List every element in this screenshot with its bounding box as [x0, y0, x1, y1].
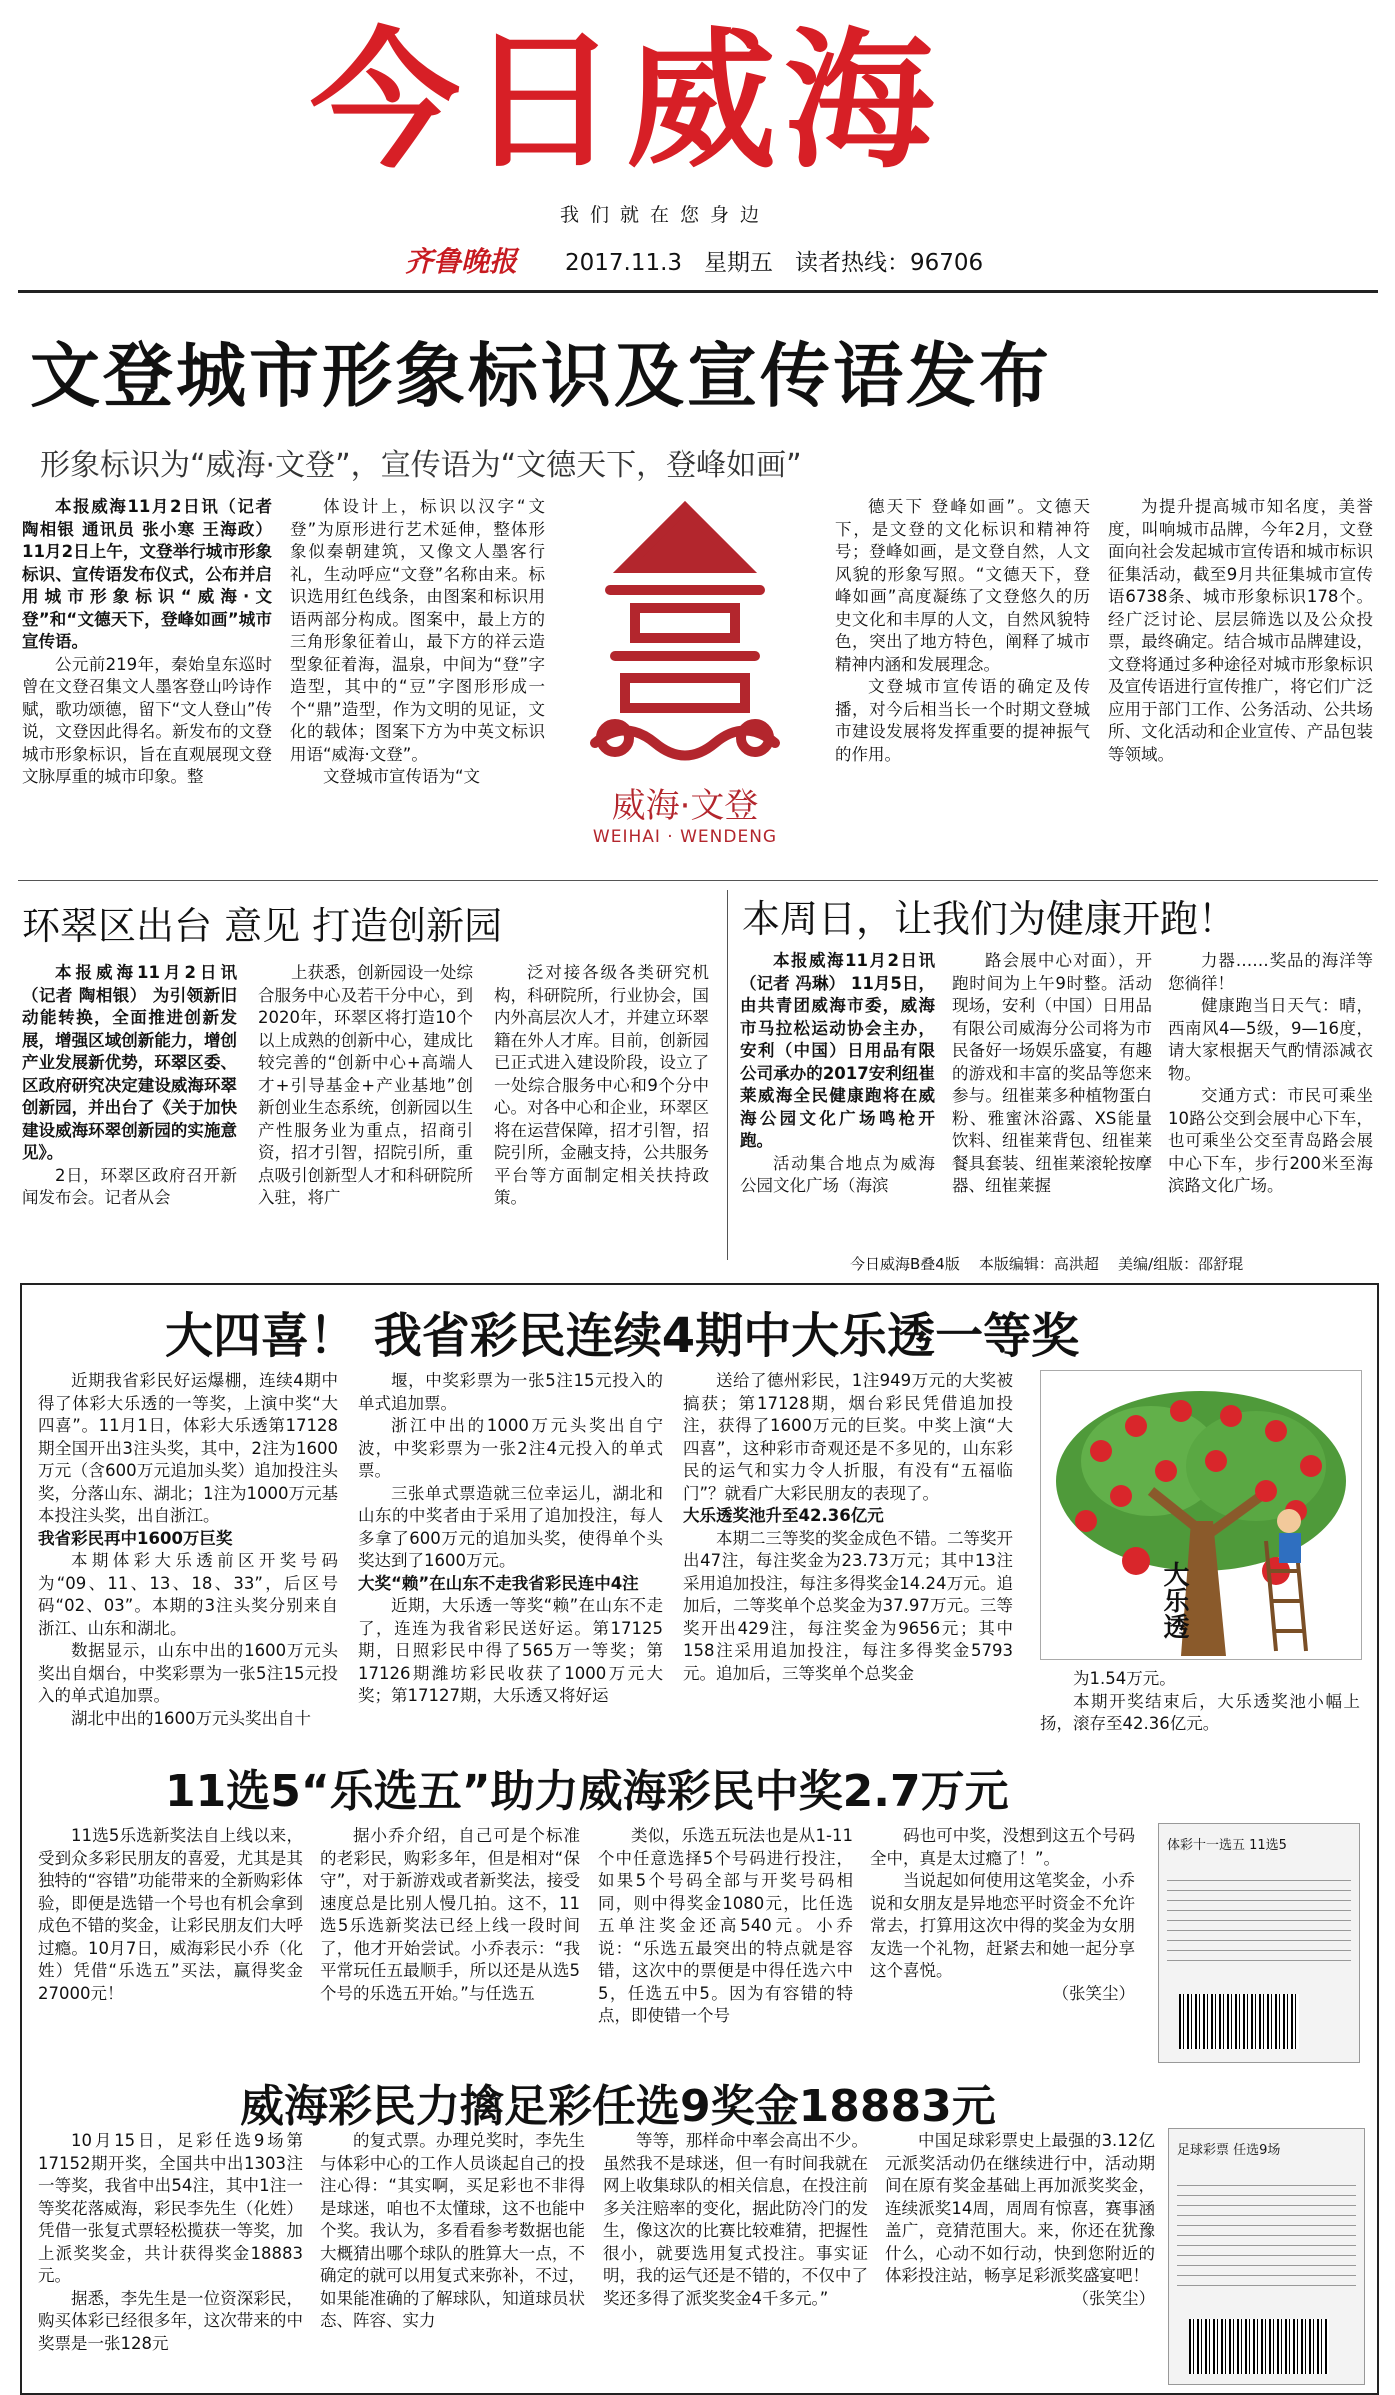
lottery1-para: 本期开奖结束后，大乐透奖池小幅上扬，滚存至42.36亿元。 — [1040, 1691, 1360, 1733]
lottery1-para: 湖北中出的1600万元头奖出自十 — [71, 1708, 311, 1728]
lottery1-col3 — [683, 1370, 1013, 1740]
lottery2-col2 — [320, 1825, 580, 2065]
tree-label: 大乐透 — [1159, 1561, 1189, 1639]
lottery2-col3 — [598, 1825, 853, 2065]
article1-lead: 本报威海11月2日讯（记者 陶相银 通讯员 张小寒 王海政） 11月2日上午，文登举行城市形象标识、宣传语发布仪式，公布并启用城市形象标识“威海·文登”和“文德天下，登峰如画”城市宣传语。 — [22, 497, 272, 651]
article2-col1 — [22, 962, 237, 1262]
article3-lead: 本报威海11月2日讯（记者 冯琳） 11月5日，由共青团威海市委，威海市马拉松运动协会主办，安利（中国）日用品有限公司承办的2017安利纽崔莱威海全民健康跑将在威海公园文化广场鸣枪开跑。 — [740, 951, 935, 1150]
article3-para: 力器……奖品的海洋等您徜徉！ — [1168, 951, 1373, 993]
article1-para: 体设计上，标识以汉字“文登”为原形进行艺术延伸，整体形象似秦朝建筑，又像文人墨客行礼，生动呼应“文登”名称由来。标识选用红色线条，由图案和标识用语两部分构成。图案中，最上方的三角形象征着山，最下方的祥云造型象征着海，温泉，中间为“登”字造型，其中的“豆”字图形形成一个“鼎”造型，作为文明的见证，文化的载体；图案下方为中英文标识用语“威海·文登”。 — [290, 497, 545, 764]
article1-para: 德天下 登峰如画”。文德天下，是文登的文化标识和精神符号；登峰如画，是文登自然，人文风貌的形象写照。“文德天下，登峰如画”高度凝练了文登悠久的历史文化和丰厚的人文，自然风貌特色，突出了地方特色，阐释了城市精神内涵和发展理念。 — [835, 497, 1090, 674]
masthead-rule — [18, 290, 1378, 293]
column-divider — [727, 890, 728, 1260]
lottery3-col2 — [320, 2130, 585, 2380]
article3-para: 交通方式：市民可乘坐10路公交到会展中心下车，也可乘坐公交至青岛路会展中心下车，步行200米至海滨路文化广场。 — [1168, 1086, 1373, 1195]
article3-col1 — [740, 950, 935, 1240]
article3-col2 — [952, 950, 1152, 1240]
lottery1-para: 本期体彩大乐透前区开奖号码为“09、11、13、18、33”，后区号码“02、03”。本期的3注头奖分别来自浙江、山东和湖北。 — [38, 1551, 338, 1638]
article2-col2 — [258, 962, 473, 1262]
article1-subheadline: 形象标识为“威海·文登”，宣传语为“文德天下，登峰如画” — [40, 448, 802, 483]
lottery2-para: 11选5乐选新奖法自上线以来，受到众多彩民朋友的喜爱，尤其是其独特的“容错”功能带来的全新购彩体验，即便是选错一个号也有机会拿到成色不错的奖金，让彩民朋友们大呼过瘾。10月7日，威海彩民小乔（化姓）凭借“乐选五”买法，赢得奖金27000元！ — [38, 1826, 303, 2003]
page-designer: 美编/组版：邵舒琨 — [1118, 1255, 1244, 1273]
article2-para: 上获悉，创新园设一处综合服务中心及若干分中心，到2020年，环翠区将打造10个以上成熟的创新中心，建成比较完善的“创新中心+高端人才+引导基金+产业基地”创新创业生态系统，创新园以生产性服务业为重点，招商引资，招才引智，招院引所，重点吸引创新型人才和科研院所入驻，将广 — [258, 963, 473, 1207]
lottery-tree-illustration — [1040, 1370, 1362, 1660]
section-divider — [18, 880, 1378, 881]
lottery2-author: （张笑尘） — [1052, 1983, 1135, 2003]
ticket-header: 体彩十一选五 11选5 — [1167, 1838, 1287, 1853]
dateline — [565, 244, 983, 277]
lottery1-para: 近期我省彩民好运爆棚，连续4期中得了体彩大乐透的一等奖，上演中奖“大四喜”。11月1日，体彩大乐透第17128期全国开出3注头奖，其中，2注为1600万元（含600万元追加头奖）追加投注头奖，分落山东、湖北；1注为1000万元基本投注头奖，出自浙江。 — [38, 1371, 338, 1525]
article2-headline: 环翠区出台 意见 打造创新园 — [22, 904, 503, 948]
lottery2-col4 — [870, 1825, 1135, 2065]
lottery1-subhead: 我省彩民再中1600万巨奖 — [38, 1528, 233, 1548]
lottery1-subhead: 大奖“赖”在山东不走我省彩民连中4注 — [358, 1573, 639, 1593]
newspaper-brand: 齐鲁晚报 — [405, 245, 518, 278]
article2-col3 — [494, 962, 709, 1262]
wendeng-emblem-icon — [555, 498, 815, 768]
masthead-title: 今日威海 — [310, 15, 943, 189]
lottery1-para: 浙江中出的1000万元头奖出自宁波，中奖彩票为一张2注4元投入的单式票。 — [358, 1416, 663, 1480]
lottery1-para: 近期，大乐透一等奖“赖”在山东不走了，连连为我省彩民送好运。第17125期，日照彩民中得了565万一等奖；第17126期潍坊彩民收获了1000万元大奖；第17127期，大乐透又将好运 — [358, 1596, 663, 1705]
page-label: 今日威海B叠4版 — [850, 1255, 960, 1273]
article1-col1 — [22, 496, 272, 861]
lottery3-col3 — [603, 2130, 868, 2380]
lottery1-para: 为1.54万元。 — [1073, 1669, 1176, 1688]
lottery1-col2 — [358, 1370, 663, 1740]
lottery1-headline: 大四喜！ 我省彩民连续4期中大乐透一等奖 — [165, 1308, 1080, 1364]
ticket-lines — [1177, 2176, 1356, 2286]
article3-para: 路会展中心对面），开跑时间为上午9时整。活动现场，安利（中国）日用品有限公司威海分公司将为市民备好一场娱乐盛宴，有趣的游戏和丰富的奖品等您来参与。纽崔莱多种植物蛋白粉、雅蜜沐浴露、XS能量饮料、纽崔莱背包、纽崔莱餐具套装、纽崔莱滚轮按摩器、纽崔莱握 — [952, 951, 1152, 1195]
article1-headline: 文登城市形象标识及宣传语发布 — [30, 335, 1052, 417]
lottery3-para: 中国足球彩票史上最强的3.12亿元派奖活动仍在继续进行中，活动期间在原有奖金基础上再加派奖奖金，连续派奖14周，周周有惊喜，赛事涵盖广，竞猜范围大。来，你还在犹豫什么，心动不如行动，快到您附近的体彩投注站，畅享足彩派奖盛宴吧！ — [885, 2131, 1155, 2285]
lottery3-headline: 威海彩民力擒足彩任选9奖金18883元 — [240, 2081, 996, 2132]
article3-para: 健康跑当日天气：晴，西南风4—5级，9—16度，请大家根据天气酌情添减衣物。 — [1168, 996, 1373, 1083]
article2-para: 2日，环翠区政府召开新闻发布会。记者从会 — [22, 1165, 237, 1207]
page-editor: 本版编辑：高洪超 — [978, 1255, 1099, 1273]
lottery3-author: （张笑尘） — [1072, 2288, 1155, 2308]
lottery3-ticket-image — [1168, 2128, 1365, 2385]
page-footer — [850, 1253, 1243, 1274]
article1-para: 为提升提高城市知名度，美誉度，叫响城市品牌，今年2月，文登面向社会发起城市宣传语和城市标识征集活动，截至9月共征集城市宣传语6738条、城市形象标识178个。经广泛讨论、层层筛选以及公众投票，最终确定。结合城市品牌建设，文登将通过多种途径对城市形象标识及宣传语进行宣传推广，将它们广泛应用于部门工作、公务活动、公共场所、文化活动和企业宣传、产品包装等领域。 — [1108, 497, 1373, 764]
lottery2-para: 码也可中奖，没想到这五个号码全中，真是太过瘾了！”。 — [870, 1826, 1135, 1868]
wendeng-logo — [555, 498, 815, 847]
ticket-lines — [1167, 1871, 1351, 1961]
lottery3-para: 据悉，李先生是一位资深彩民，购买体彩已经很多年，这次带来的中奖票是一张128元 — [38, 2288, 303, 2353]
lottery1-subhead: 大乐透奖池升至42.36亿元 — [683, 1506, 884, 1525]
lottery2-para: 据小乔介绍，自己可是个标准的老彩民，购彩多年，但是相对“保守”，对于新游戏或者新奖法，接受速度总是比别人慢几拍。这不，11选5乐选新奖法已经上线一段时间了，他才开始尝试。小乔表示：“我平常玩任五最顺手，所以还是从选5个号的乐选五开始。”与任选五 — [320, 1826, 580, 2003]
issue-date: 2017.11.3 — [565, 250, 683, 276]
ticket-barcode — [1179, 1994, 1299, 2049]
lottery1-para: 堰，中奖彩票为一张5注15元投入的单式追加票。 — [358, 1371, 663, 1413]
article3-col3 — [1168, 950, 1373, 1240]
lottery1-para: 本期二三等奖的奖金成色不错。二等奖开出47注，每注奖金为23.73万元；其中13注采用追加投注，每注多得奖金14.24万元。追加后，二等奖单个总奖金为37.97万元。三等奖开出429注，每注奖金为9656元；其中158注采用追加投注，每注多得奖金5793元。追加后，三等奖单个总奖金 — [683, 1528, 1013, 1683]
article1-para: 文登城市宣传语为“文 — [323, 767, 481, 786]
ticket-barcode — [1189, 2319, 1329, 2374]
lottery1-col4 — [1040, 1668, 1360, 1740]
ticket-header: 足球彩票 任选9场 — [1177, 2143, 1281, 2158]
masthead-slogan: 我们就在您身边 — [560, 204, 771, 226]
article1-para: 公元前219年，秦始皇东巡时曾在文登召集文人墨客登山吟诗作赋，歌功颂德，留下“文人登山”传说，文登因此得名。新发布的文登城市形象标识，旨在直观展现文登文脉厚重的城市印象。整 — [22, 654, 272, 786]
logo-text: 威海·文登 — [611, 786, 759, 826]
issue-weekday: 星期五 — [704, 250, 773, 276]
lottery1-col1 — [38, 1370, 338, 1740]
article3-para: 活动集合地点为威海公园文化广场（海滨 — [740, 1153, 935, 1195]
lottery2-headline: 11选5“乐选五”助力威海彩民中奖2.7万元 — [165, 1766, 1009, 1817]
lottery3-col4 — [885, 2130, 1155, 2380]
article3-headline: 本周日，让我们为健康开跑！ — [742, 897, 1237, 941]
article1-para: 文登城市宣传语的确定及传播，对今后相当长一个时期文登城市建设发展将发挥重要的提神振气的作用。 — [835, 677, 1090, 764]
lottery1-para: 送给了德州彩民，1注949万元的大奖被搞获；第17128期，烟台彩民凭借追加投注，获得了1600万元的巨奖。中奖上演“大四喜”，这种彩市奇观还是不多见的，山东彩民的运气和实力令人折服，有没有“五福临门”？就看广大彩民朋友的表现了。 — [683, 1371, 1013, 1503]
article1-col3 — [835, 496, 1090, 861]
lottery2-col1 — [38, 1825, 303, 2065]
lottery1-para: 数据显示，山东中出的1600万元头奖出自烟台，中奖彩票为一张5注15元投入的单式追加票。 — [38, 1641, 338, 1705]
money-tree-icon — [1041, 1371, 1361, 1659]
lottery3-col1 — [38, 2130, 303, 2380]
logo-english: WEIHAI · WENDENG — [592, 827, 778, 847]
lottery2-ticket-image — [1158, 1823, 1360, 2063]
lottery3-para: 10月15日，足彩任选9场第17152期开奖，全国共中出1303注一等奖，我省中出54注，其中1注一等奖花落威海，彩民李先生（化姓）凭借一张复式票轻松揽获一等奖，加上派奖奖金，共计获得奖金18883元。 — [38, 2131, 303, 2285]
article1-col4 — [1108, 496, 1373, 861]
reader-hotline: 读者热线：96706 — [794, 250, 984, 276]
lottery1-para: 三张单式票造就三位幸运儿，湖北和山东的中奖者由于采用了追加投注，每人多拿了600万元的追加头奖，使得单个头奖达到了1600万元。 — [358, 1483, 663, 1570]
lottery2-para: 类似，乐选五玩法也是从1-11个中任意选择5个号码进行投注，如果5个号码全部与开奖号码相同，则中得奖金1080元，比任选五单注奖金还高540元。小乔说：“乐选五最突出的特点就是容错，这次中的票便是中得任选六中5，任选五中5。因为有容错的特点，即使错一个号 — [598, 1826, 853, 2025]
lottery3-para: 的复式票。办理兑奖时，李先生与体彩中心的工作人员谈起自己的投注心得：“其实啊，买足彩也不非得是球迷，咱也不太懂球，这不也能中个奖。我认为，多看看参考数据也能大概猜出哪个球队的胜算大一点，不确定的就可以用复式来弥补，不过，如果能准确的了解球队，知道球员状态、阵容、实力 — [320, 2131, 585, 2330]
article2-lead: 本报威海11月2日讯（记者 陶相银） 为引领新旧动能转换，全面推进创新发展，增强区域创新能力，增创产业发展新优势，环翠区委、区政府研究决定建设威海环翠创新园，并出台了《关于加快建设威海环翠创新园的实施意见》。 — [22, 963, 237, 1162]
article2-para: 泛对接各级各类研究机构，科研院所，行业协会，国内外高层次人才，并建立环翠籍在外人才库。目前，创新园已正式进入建设阶段，设立了一处综合服务中心和9个分中心。对各中心和企业，环翠区将在运营保障，招才引智，招院引所，金融支持，公共服务平台等方面制定相关扶持政策。 — [494, 963, 709, 1207]
article1-col2 — [290, 496, 545, 861]
lottery3-para: 等等，那样命中率会高出不少。虽然我不是球迷，但一有时间我就在网上收集球队的相关信息，在投注前多关注赔率的变化，据此防冷门的发生，像这次的比赛比较难猜，把握性很小，就要选用复式投注。事实证明，我的运气还是不错的，不仅中了奖还多得了派奖奖金4千多元。” — [603, 2131, 868, 2308]
lottery2-para: 当说起如何使用这笔奖金，小乔说和女朋友是异地恋平时资金不允许常去，打算用这次中得的奖金为女朋友选一个礼物，赶紧去和她一起分享这个喜悦。 — [870, 1871, 1135, 1980]
